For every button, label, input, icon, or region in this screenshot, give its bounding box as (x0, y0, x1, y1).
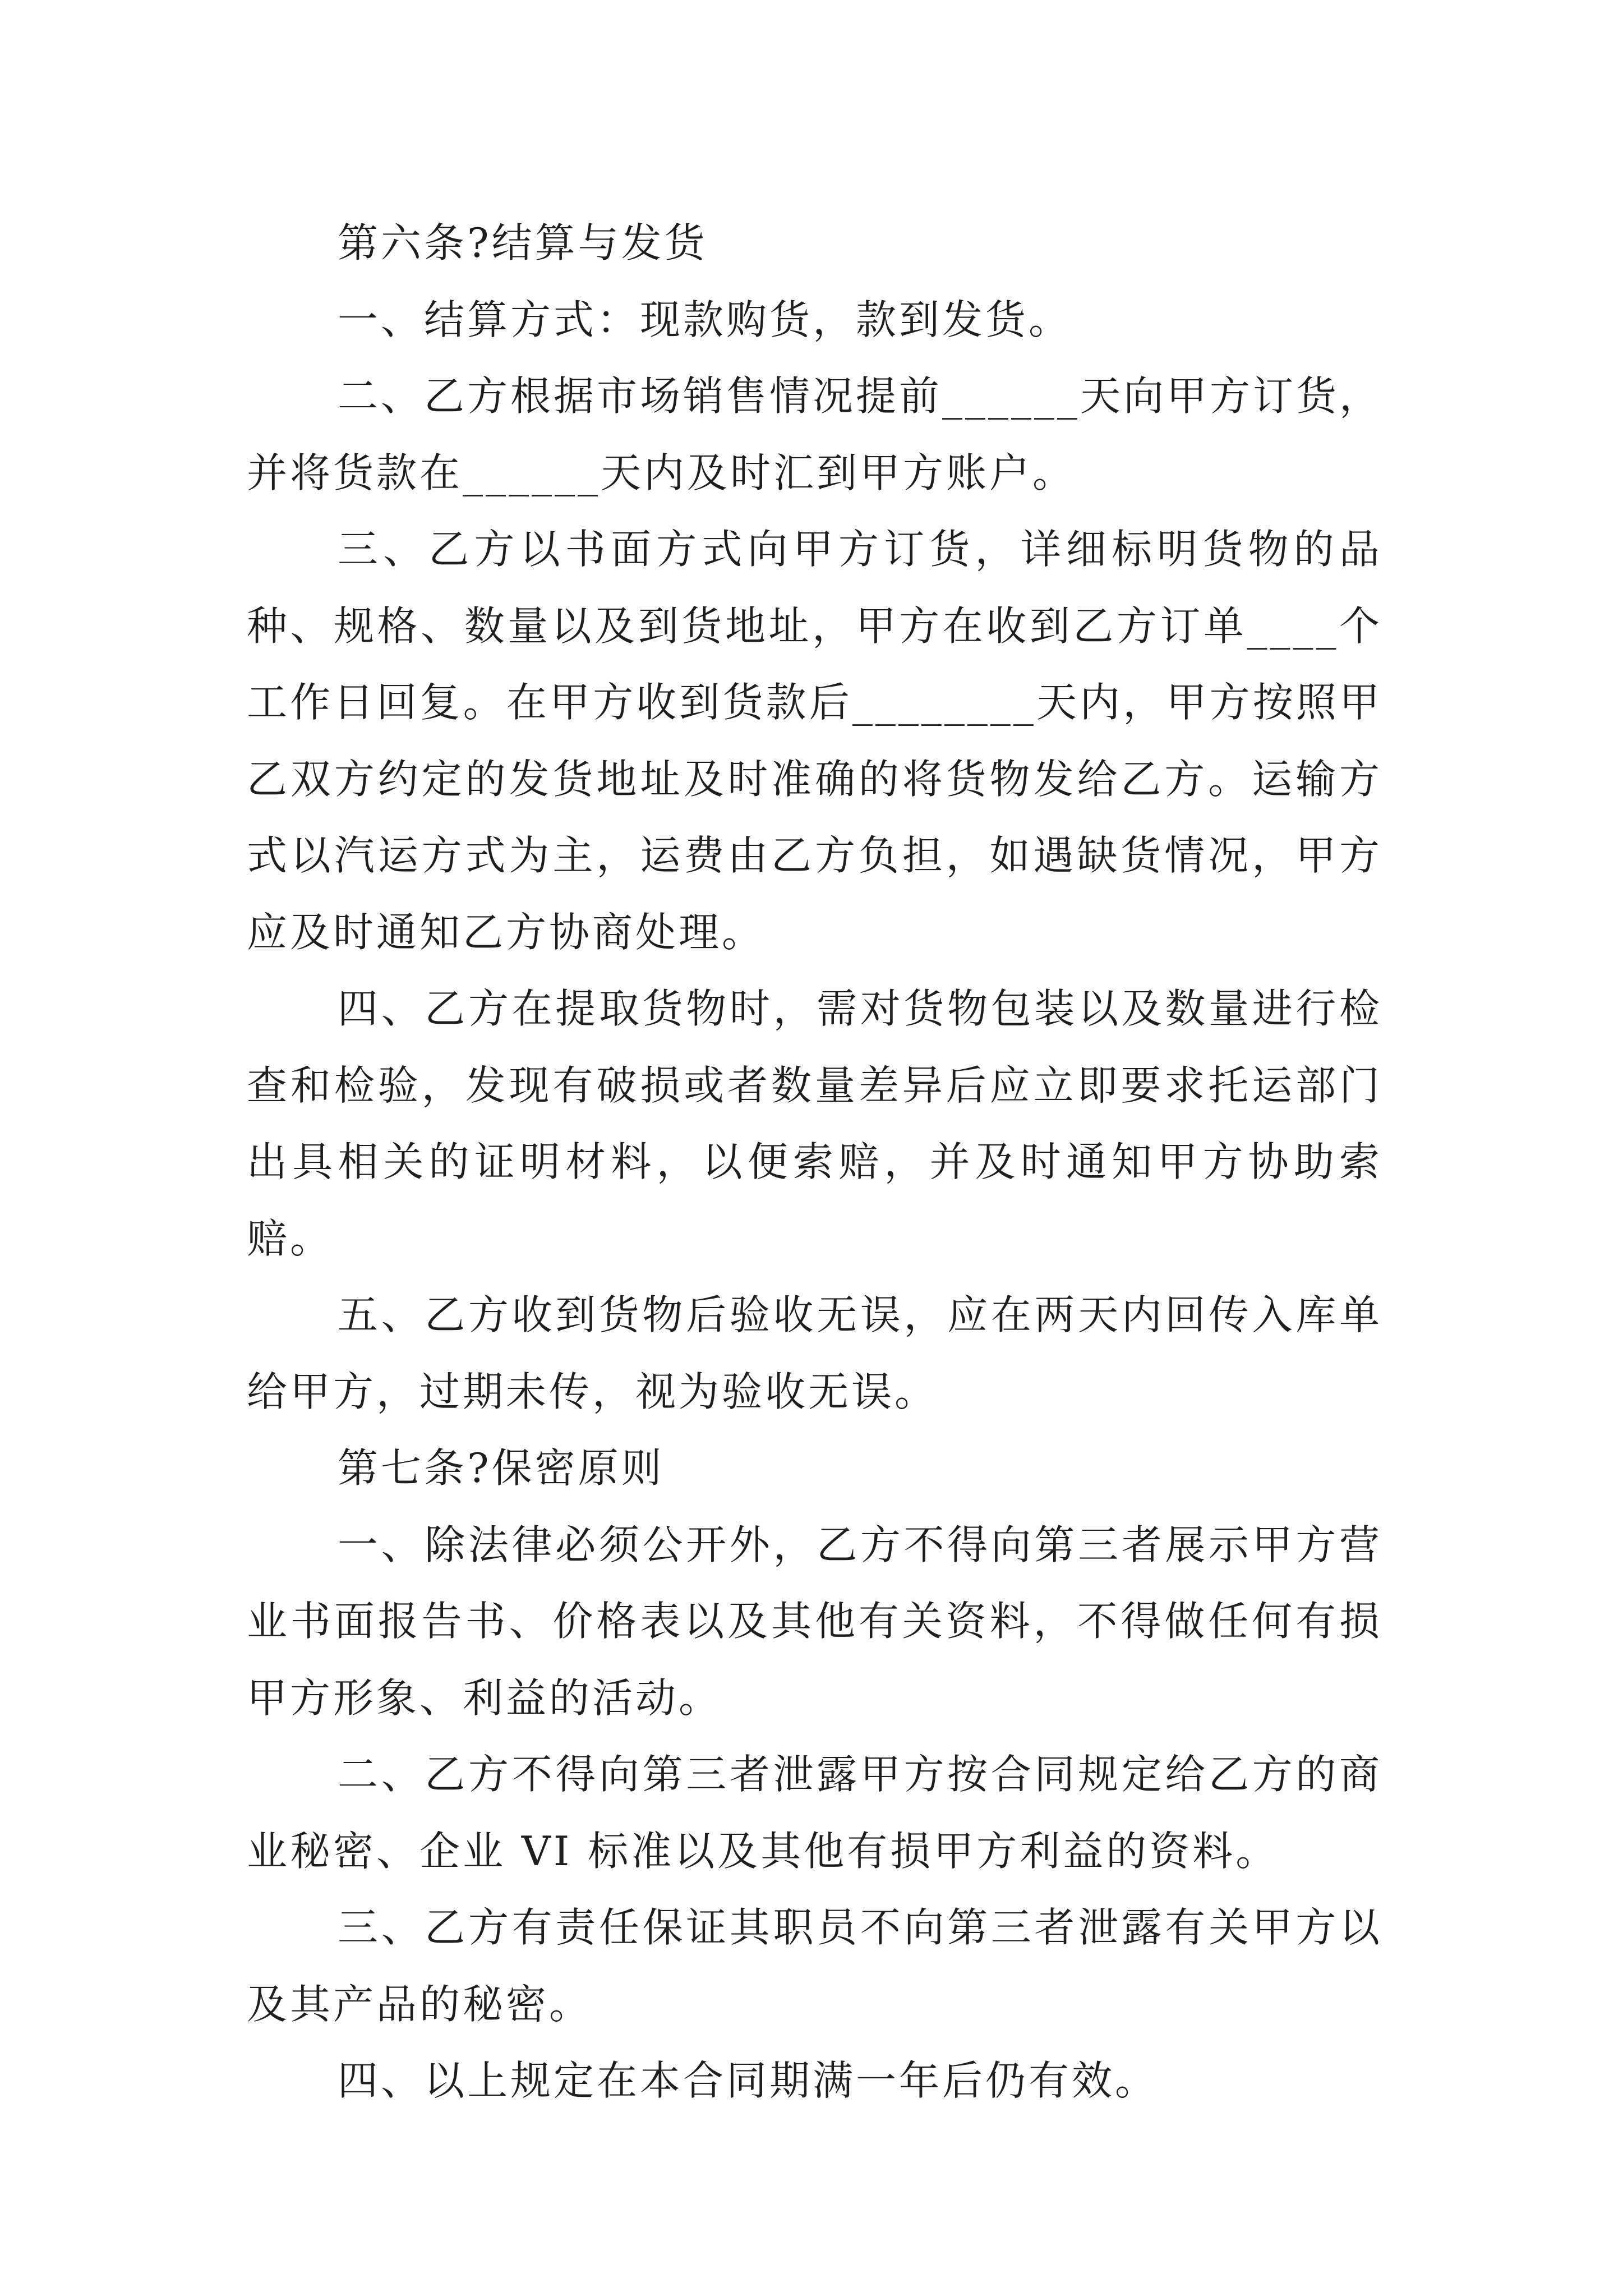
document-body (247, 205, 1382, 2119)
article-6-clause-2: 二、乙方根据市场销售情况提前______天向甲方订货，并将货款在______天内及时汇到甲方账户。 (247, 372, 1383, 496)
article-6-clause-1: 一、结算方式：现款购货，款到发货。 (338, 296, 1072, 343)
article-6-clause-4: 四、乙方在提取货物时，需对货物包装以及数量进行检查和检验，发现有破损或者数量差异后应立即要求托运部门出具相关的证明材料，以便索赔，并及时通知甲方协助索赔。 (247, 985, 1382, 1262)
article-6-heading: 第六条?结算与发货 (338, 219, 708, 266)
article-6-clause-5: 五、乙方收到货物后验收无误，应在两天内回传入库单给甲方，过期未传，视为验收无误。 (247, 1291, 1382, 1415)
article-7-clause-4: 四、以上规定在本合同期满一年后仍有效。 (338, 2057, 1159, 2104)
article-7-heading: 第七条?保密原则 (338, 1444, 665, 1492)
article-7-clause-3: 三、乙方有责任保证其职员不向第三者泄露有关甲方以及其产品的秘密。 (247, 1904, 1382, 2028)
article-7-clause-1: 一、除法律必须公开外，乙方不得向第三者展示甲方营业书面报告书、价格表以及其他有关资料，不得做任何有损甲方形象、利益的活动。 (247, 1521, 1382, 1722)
article-7-clause-2: 二、乙方不得向第三者泄露甲方按合同规定给乙方的商业秘密、企业 VI 标准以及其他有损甲方利益的资料。 (247, 1751, 1382, 1875)
article-6-clause-3: 三、乙方以书面方式向甲方订货，详细标明货物的品种、规格、数量以及到货地址，甲方在收到乙方订单____个工作日回复。在甲方收到货款后________天内，甲方按照甲乙双方约定的发货地址及时准确的将货物发给乙方。运输方式以汽运方式为主，运费由乙方负担，如遇缺货情况，甲方应及时通知乙方协商处理。 (247, 526, 1382, 956)
